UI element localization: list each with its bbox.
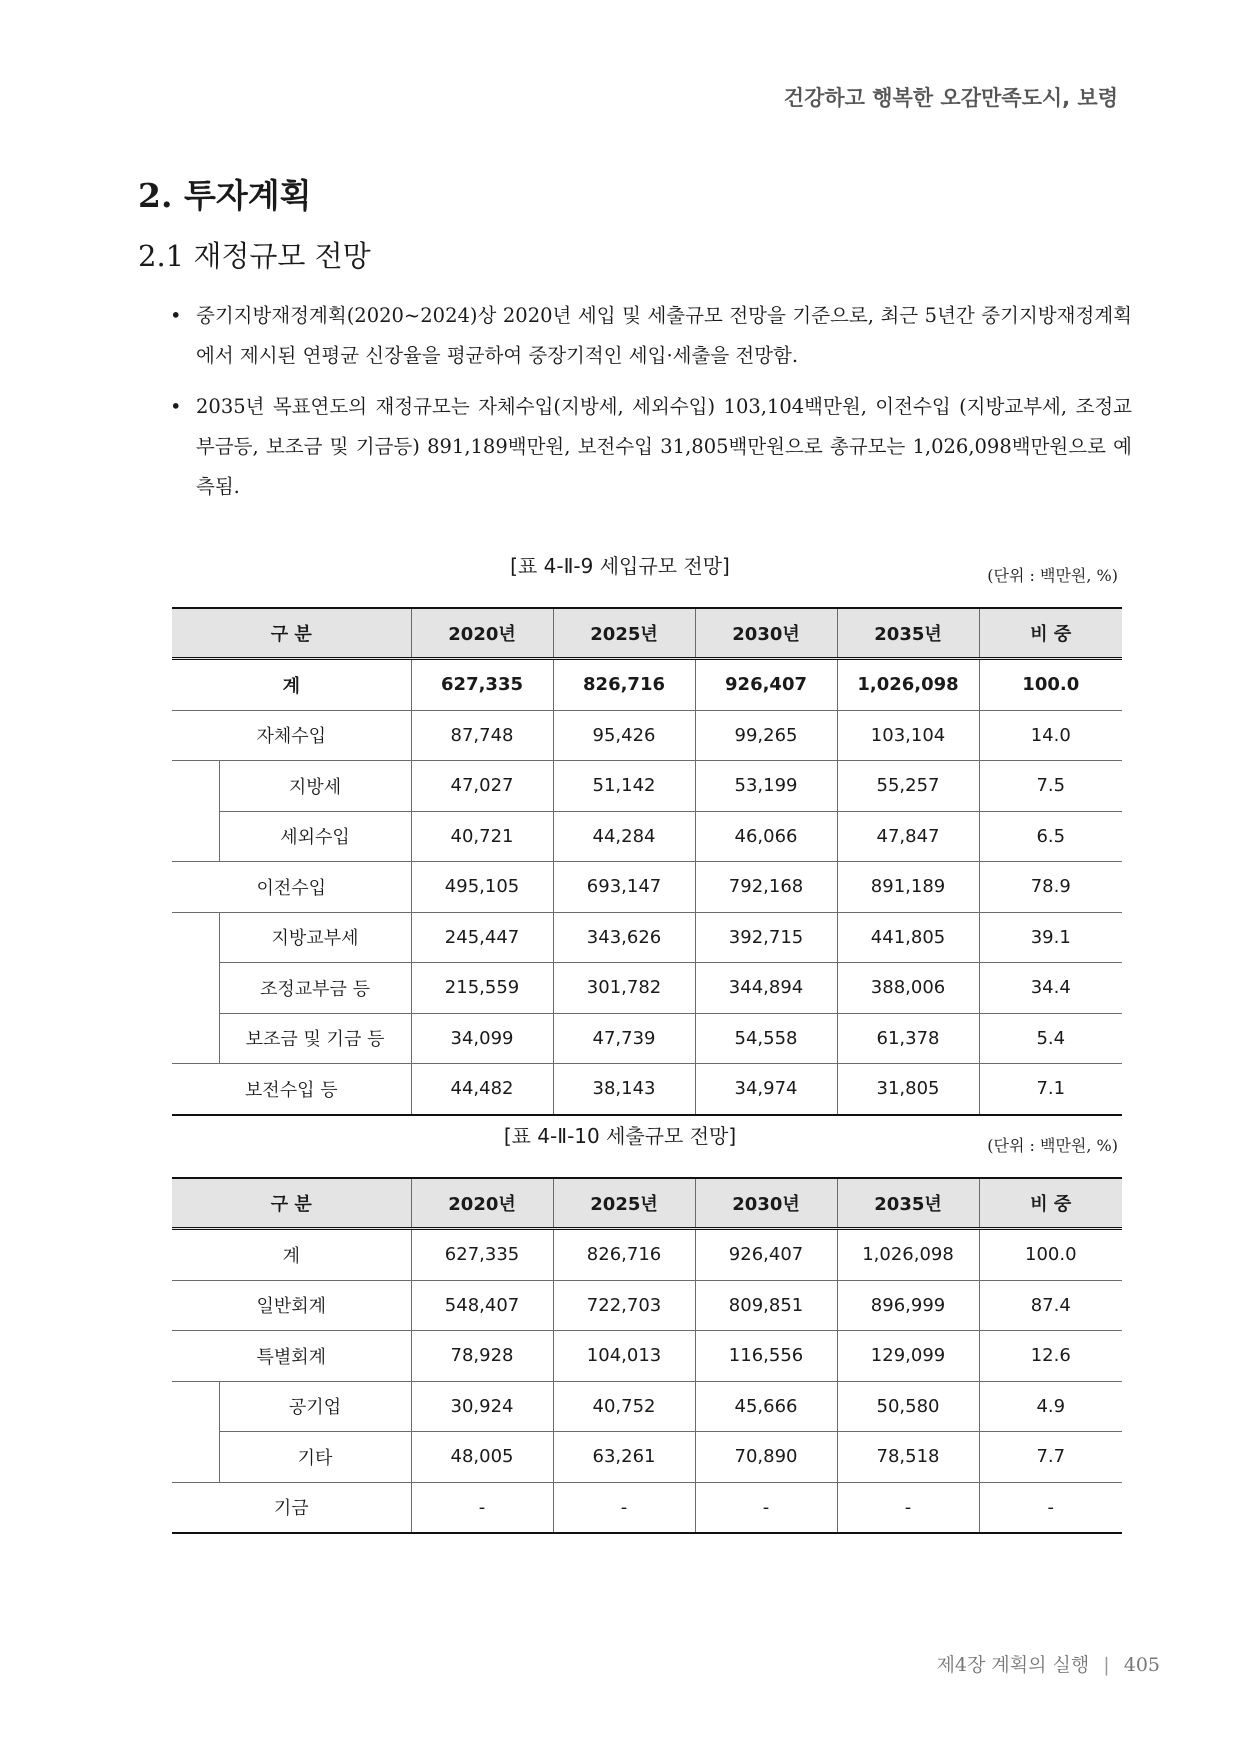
cell: 50,580 <box>837 1381 979 1432</box>
bullet-text: 2035년 목표연도의 재정규모는 자체수입(지방세, 세외수입) 103,104백만원, 이전수입 (지방교부세, 조정교부금등, 보조금 및 기금등) 891,189백만원, 보전수입 31,805백만원으로 총규모는 1,026,098백만원으로 예측됨. <box>196 395 1132 498</box>
running-header: 건강하고 행복한 오감만족도시, 보령 <box>783 86 1118 110</box>
table-row <box>172 811 1122 862</box>
table-row-total <box>172 1229 1122 1281</box>
row-label: 조정교부금 등 <box>219 963 411 1014</box>
cell: 78,928 <box>411 1331 553 1382</box>
table-row <box>172 862 1122 913</box>
header-2030: 2030년 <box>695 608 837 659</box>
row-label: 기금 <box>172 1482 411 1533</box>
cell: 34.4 <box>979 963 1122 1014</box>
indent-cell <box>172 761 219 862</box>
cell: - <box>837 1482 979 1533</box>
cell: 39.1 <box>979 912 1122 963</box>
table1-unit: (단위 : 백만원, %) <box>987 566 1118 585</box>
page-footer <box>937 1650 1160 1677</box>
header-2025: 2025년 <box>553 608 695 659</box>
cell: 47,847 <box>837 811 979 862</box>
cell: 31,805 <box>837 1064 979 1115</box>
row-label: 세외수입 <box>219 811 411 862</box>
header-2035: 2035년 <box>837 608 979 659</box>
cell: 1,026,098 <box>837 1229 979 1281</box>
cell: 344,894 <box>695 963 837 1014</box>
cell: 7.1 <box>979 1064 1122 1115</box>
cell: 116,556 <box>695 1331 837 1382</box>
cell: 34,974 <box>695 1064 837 1115</box>
cell: 891,189 <box>837 862 979 913</box>
cell: 1,026,098 <box>837 659 979 711</box>
indent-cell <box>172 912 219 1064</box>
cell: 78,518 <box>837 1432 979 1483</box>
cell: 99,265 <box>695 710 837 761</box>
table-row <box>172 963 1122 1014</box>
row-label: 보조금 및 기금 등 <box>219 1013 411 1064</box>
cell: 792,168 <box>695 862 837 913</box>
row-label: 일반회계 <box>172 1280 411 1331</box>
table-header-row <box>172 1178 1122 1229</box>
row-label: 지방세 <box>219 761 411 812</box>
cell: 826,716 <box>553 659 695 711</box>
page-number: 405 <box>1123 1654 1160 1676</box>
table-row <box>172 912 1122 963</box>
cell: 47,027 <box>411 761 553 812</box>
header-2020: 2020년 <box>411 1178 553 1229</box>
cell: 896,999 <box>837 1280 979 1331</box>
cell: 926,407 <box>695 1229 837 1281</box>
cell: 4.9 <box>979 1381 1122 1432</box>
cell: 100.0 <box>979 1229 1122 1281</box>
row-label: 자체수입 <box>172 710 411 761</box>
cell: 926,407 <box>695 659 837 711</box>
cell: 7.7 <box>979 1432 1122 1483</box>
row-label: 계 <box>172 659 411 711</box>
expenditure-table <box>172 1177 1122 1534</box>
bullet-item <box>170 296 1132 376</box>
table-row <box>172 1331 1122 1382</box>
table2-title: [표 4-Ⅱ-10 세출규모 전망] <box>503 1124 737 1148</box>
cell: 104,013 <box>553 1331 695 1382</box>
cell: 129,099 <box>837 1331 979 1382</box>
table-header-row <box>172 608 1122 659</box>
table1-title: [표 4-Ⅱ-9 세입규모 전망] <box>510 554 730 578</box>
row-label: 계 <box>172 1229 411 1281</box>
cell: 809,851 <box>695 1280 837 1331</box>
table2-unit: (단위 : 백만원, %) <box>987 1136 1118 1155</box>
cell: 693,147 <box>553 862 695 913</box>
footer-separator: | <box>1103 1654 1110 1676</box>
cell: - <box>979 1482 1122 1533</box>
row-label: 지방교부세 <box>219 912 411 963</box>
cell: 87,748 <box>411 710 553 761</box>
table-row <box>172 1482 1122 1533</box>
cell: 12.6 <box>979 1331 1122 1382</box>
cell: 40,752 <box>553 1381 695 1432</box>
cell: - <box>553 1482 695 1533</box>
cell: 495,105 <box>411 862 553 913</box>
row-label: 보전수입 등 <box>172 1064 411 1115</box>
table-row <box>172 710 1122 761</box>
bullet-marker: • <box>170 304 182 327</box>
cell: 78.9 <box>979 862 1122 913</box>
cell: 441,805 <box>837 912 979 963</box>
cell: 100.0 <box>979 659 1122 711</box>
cell: 215,559 <box>411 963 553 1014</box>
header-category: 구 분 <box>172 608 411 659</box>
cell: 54,558 <box>695 1013 837 1064</box>
cell: 46,066 <box>695 811 837 862</box>
cell: 61,378 <box>837 1013 979 1064</box>
cell: 87.4 <box>979 1280 1122 1331</box>
section-title: 2. 투자계획 <box>138 176 312 215</box>
cell: 7.5 <box>979 761 1122 812</box>
cell: - <box>411 1482 553 1533</box>
table-row <box>172 1064 1122 1115</box>
row-label: 기타 <box>219 1432 411 1483</box>
header-2035: 2035년 <box>837 1178 979 1229</box>
cell: 14.0 <box>979 710 1122 761</box>
cell: 44,482 <box>411 1064 553 1115</box>
cell: 301,782 <box>553 963 695 1014</box>
cell: 627,335 <box>411 659 553 711</box>
cell: 40,721 <box>411 811 553 862</box>
header-2030: 2030년 <box>695 1178 837 1229</box>
subsection-title: 2.1 재정규모 전망 <box>138 239 371 273</box>
cell: 51,142 <box>553 761 695 812</box>
bullet-text: 중기지방재정계획(2020~2024)상 2020년 세입 및 세출규모 전망을 기준으로, 최근 5년간 중기지방재정계획에서 제시된 연평균 신장율을 평균하여 중장기적인 세입·세출을 전망함. <box>196 304 1132 367</box>
row-label: 이전수입 <box>172 862 411 913</box>
bullet-item <box>170 387 1132 507</box>
cell: 45,666 <box>695 1381 837 1432</box>
cell: 548,407 <box>411 1280 553 1331</box>
cell: 63,261 <box>553 1432 695 1483</box>
cell: 6.5 <box>979 811 1122 862</box>
cell: 48,005 <box>411 1432 553 1483</box>
cell: 627,335 <box>411 1229 553 1281</box>
cell: 53,199 <box>695 761 837 812</box>
table-row-total <box>172 659 1122 711</box>
header-category: 구 분 <box>172 1178 411 1229</box>
cell: 44,284 <box>553 811 695 862</box>
cell: 722,703 <box>553 1280 695 1331</box>
cell: 47,739 <box>553 1013 695 1064</box>
table-row <box>172 1381 1122 1432</box>
cell: 388,006 <box>837 963 979 1014</box>
table-row <box>172 1280 1122 1331</box>
footer-chapter: 제4장 계획의 실행 <box>936 1654 1090 1676</box>
cell: 55,257 <box>837 761 979 812</box>
cell: 38,143 <box>553 1064 695 1115</box>
header-share: 비 중 <box>979 1178 1122 1229</box>
cell: 392,715 <box>695 912 837 963</box>
bullet-marker: • <box>170 395 182 418</box>
row-label: 특별회계 <box>172 1331 411 1382</box>
revenue-table <box>172 607 1122 1116</box>
cell: 343,626 <box>553 912 695 963</box>
cell: 245,447 <box>411 912 553 963</box>
cell: - <box>695 1482 837 1533</box>
indent-cell <box>172 1381 219 1482</box>
table-row <box>172 761 1122 812</box>
cell: 826,716 <box>553 1229 695 1281</box>
header-2025: 2025년 <box>553 1178 695 1229</box>
cell: 95,426 <box>553 710 695 761</box>
header-share: 비 중 <box>979 608 1122 659</box>
bullet-list <box>170 296 1132 518</box>
cell: 103,104 <box>837 710 979 761</box>
table-row <box>172 1432 1122 1483</box>
header-2020: 2020년 <box>411 608 553 659</box>
table-row <box>172 1013 1122 1064</box>
cell: 70,890 <box>695 1432 837 1483</box>
cell: 5.4 <box>979 1013 1122 1064</box>
cell: 34,099 <box>411 1013 553 1064</box>
cell: 30,924 <box>411 1381 553 1432</box>
row-label: 공기업 <box>219 1381 411 1432</box>
